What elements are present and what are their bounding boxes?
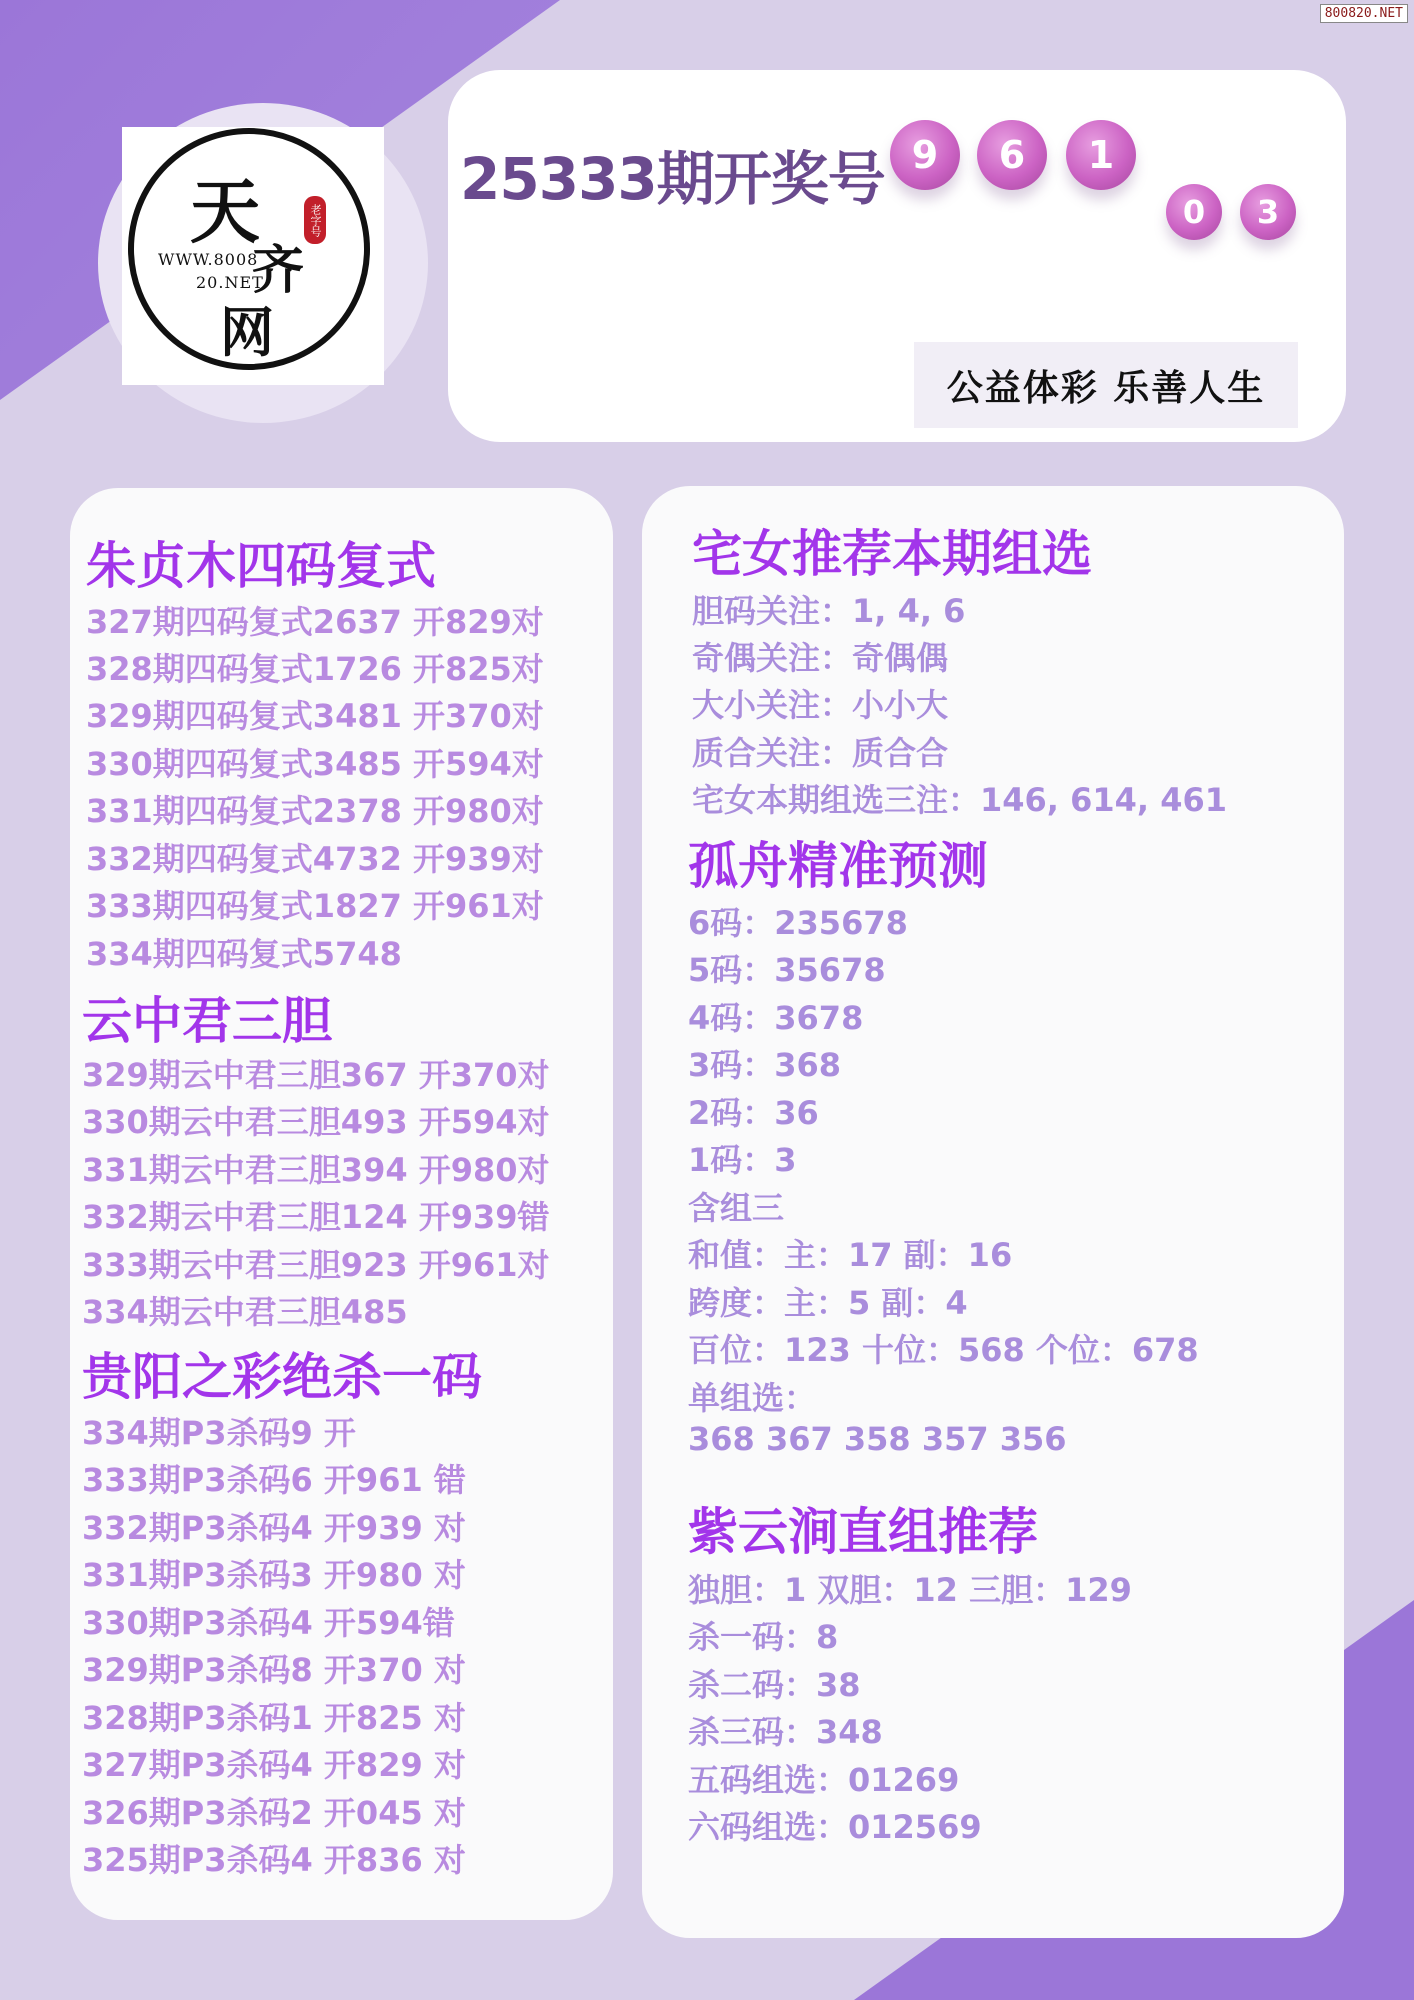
list-item: 胆码关注：1, 4, 6 bbox=[692, 592, 966, 630]
list-item: 334期四码复式5748 bbox=[86, 935, 402, 973]
list-item: 4码：3678 bbox=[688, 999, 864, 1037]
draw-title: 25333期开奖号 bbox=[460, 145, 885, 213]
list-item: 328期P3杀码1 开825 对 bbox=[82, 1699, 466, 1737]
list-item: 326期P3杀码2 开045 对 bbox=[82, 1794, 466, 1832]
list-item: 332期云中君三胆124 开939错 bbox=[82, 1198, 550, 1236]
logo-char-qi: 齐 bbox=[252, 240, 305, 301]
list-item: 330期四码复式3485 开594对 bbox=[86, 745, 544, 783]
list-item: 331期四码复式2378 开980对 bbox=[86, 792, 544, 830]
logo-seal-icon: 老字号 bbox=[304, 196, 326, 244]
list-item: 独胆：1 双胆：12 三胆：129 bbox=[688, 1571, 1132, 1609]
list-item: 332期四码复式4732 开939对 bbox=[86, 840, 544, 878]
list-item: 325期P3杀码4 开836 对 bbox=[82, 1841, 466, 1879]
list-item: 2码：36 bbox=[688, 1094, 819, 1132]
slogan: 公益体彩 乐善人生 bbox=[914, 342, 1298, 428]
list-item: 329期云中君三胆367 开370对 bbox=[82, 1056, 550, 1094]
watermark: 800820.NET bbox=[1320, 4, 1408, 23]
list-item: 328期四码复式1726 开825对 bbox=[86, 650, 544, 688]
list-item: 奇偶关注：奇偶偶 bbox=[692, 639, 949, 677]
logo-char-tian: 天 bbox=[190, 170, 260, 253]
list-item: 杀三码：348 bbox=[688, 1713, 883, 1751]
list-item: 368 367 358 357 356 bbox=[688, 1420, 1067, 1458]
list-item: 329期P3杀码8 开370 对 bbox=[82, 1651, 466, 1689]
list-item: 333期P3杀码6 开961 错 bbox=[82, 1461, 466, 1499]
list-item: 单组选： bbox=[688, 1379, 817, 1417]
list-item: 五码组选：01269 bbox=[688, 1761, 960, 1799]
section-title-guiyang: 贵阳之彩绝杀一码 bbox=[82, 1348, 482, 1406]
list-item: 333期四码复式1827 开961对 bbox=[86, 887, 544, 925]
list-item: 331期云中君三胆394 开980对 bbox=[82, 1151, 550, 1189]
list-item: 3码：368 bbox=[688, 1046, 842, 1084]
list-item: 百位：123 十位：568 个位：678 bbox=[688, 1331, 1199, 1369]
section-title-guzhou: 孤舟精准预测 bbox=[688, 837, 988, 895]
list-item: 跨度：主：5 副：4 bbox=[688, 1284, 968, 1322]
list-item: 1码：3 bbox=[688, 1141, 797, 1179]
list-item: 329期四码复式3481 开370对 bbox=[86, 697, 544, 735]
list-item: 和值：主：17 副：16 bbox=[688, 1236, 1013, 1274]
list-item: 334期P3杀码9 开 bbox=[82, 1414, 356, 1452]
list-item: 331期P3杀码3 开980 对 bbox=[82, 1556, 466, 1594]
list-item: 330期云中君三胆493 开594对 bbox=[82, 1103, 550, 1141]
list-item: 334期云中君三胆485 bbox=[82, 1293, 408, 1331]
section-title-ziyun: 紫云涧直组推荐 bbox=[688, 1503, 1038, 1561]
logo-url-line1: WWW.8008 bbox=[158, 250, 259, 269]
list-item: 327期P3杀码4 开829 对 bbox=[82, 1746, 466, 1784]
list-item: 宅女本期组选三注：146, 614, 461 bbox=[692, 781, 1227, 819]
list-item: 六码组选：012569 bbox=[688, 1808, 982, 1846]
list-item: 6码：235678 bbox=[688, 904, 908, 942]
draw-ball-extra-2: 3 bbox=[1240, 184, 1296, 240]
draw-ball-extra-1: 0 bbox=[1166, 184, 1222, 240]
logo-url-line2: 20.NET bbox=[196, 273, 264, 292]
section-title-zhu: 朱贞木四码复式 bbox=[86, 537, 436, 595]
section-title-zhainv: 宅女推荐本期组选 bbox=[692, 525, 1092, 583]
list-item: 含组三 bbox=[688, 1189, 785, 1227]
list-item: 327期四码复式2637 开829对 bbox=[86, 603, 544, 641]
draw-ball-3: 1 bbox=[1066, 120, 1136, 190]
list-item: 333期云中君三胆923 开961对 bbox=[82, 1246, 550, 1284]
draw-ball-1: 9 bbox=[890, 120, 960, 190]
list-item: 330期P3杀码4 开594错 bbox=[82, 1604, 455, 1642]
section-title-yun: 云中君三胆 bbox=[82, 992, 332, 1050]
list-item: 质合关注：质合合 bbox=[692, 734, 949, 772]
list-item: 332期P3杀码4 开939 对 bbox=[82, 1509, 466, 1547]
list-item: 大小关注：小小大 bbox=[692, 686, 949, 724]
logo-char-wang: 网 bbox=[220, 300, 274, 364]
list-item: 5码：35678 bbox=[688, 951, 886, 989]
list-item: 杀一码：8 bbox=[688, 1618, 839, 1656]
draw-ball-2: 6 bbox=[977, 120, 1047, 190]
list-item: 杀二码：38 bbox=[688, 1666, 861, 1704]
